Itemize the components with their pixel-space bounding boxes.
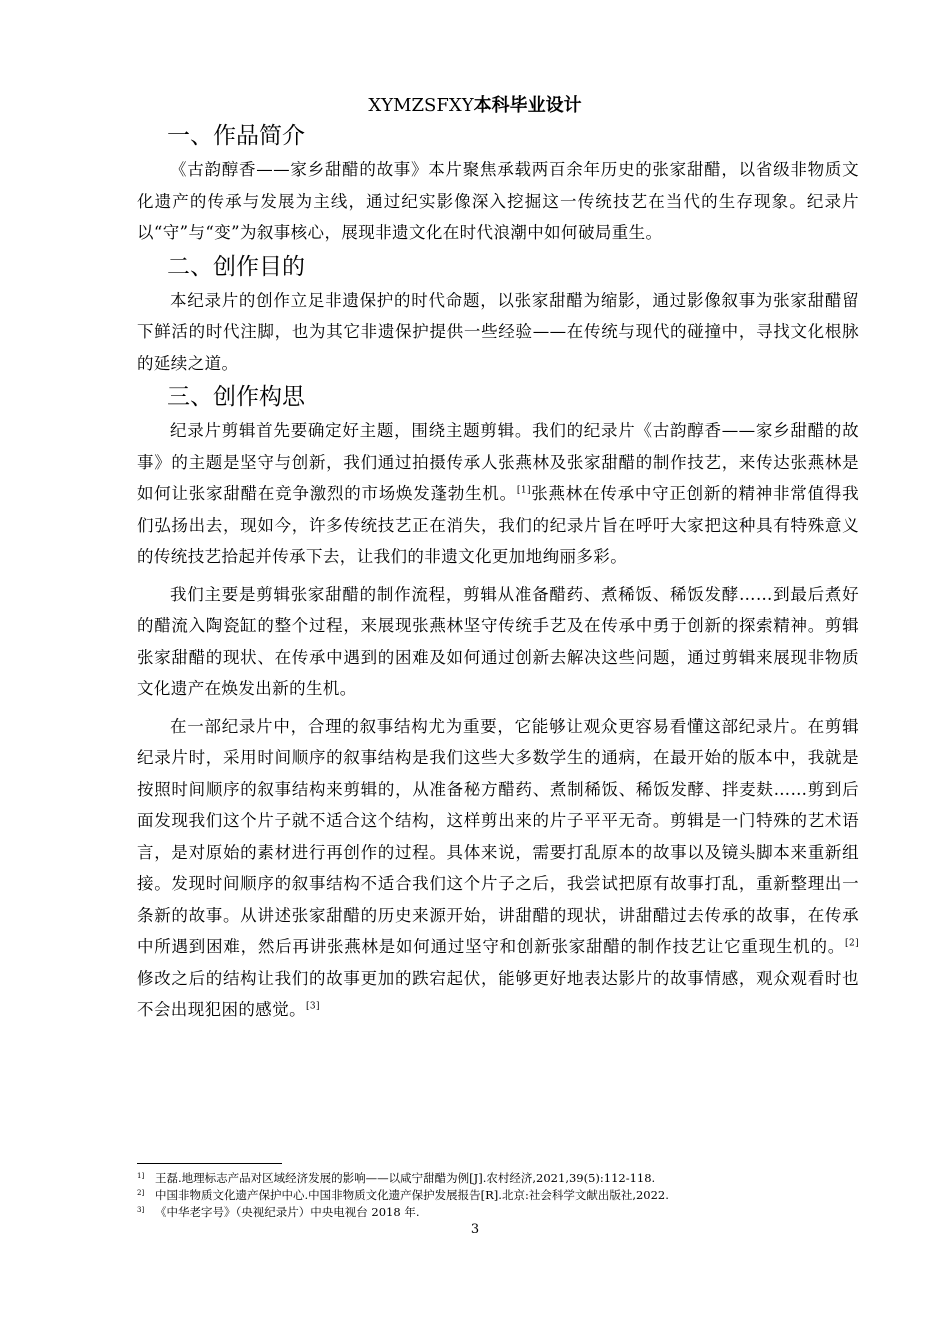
footnote-mark: 3] (137, 1206, 145, 1214)
paragraph-text: 张燕林在传承中守正创新的精神非常值得我们弘扬出去，现如今，许多传统技艺正在消失，我们的纪录片旨在呼吁大家把这种具有特殊意义的传统技艺拾起并传承下去，让我们的非遗文化更加地绚丽多彩。 (137, 484, 859, 566)
header-school-code: XYMZSFXY (368, 95, 474, 116)
footnote-text: 王磊.地理标志产品对区域经济发展的影响——以咸宁甜醋为例[J].农村经济,2021,39(5):112-118. (155, 1171, 656, 1185)
page-header (0, 94, 950, 118)
paragraph-purpose: 本纪录片的创作立足非遗保护的时代命题，以张家甜醋为缩影，通过影像叙事为张家甜醋留下鲜活的时代注脚，也为其它非遗保护提供一些经验——在传统与现代的碰撞中，寻找文化根脉的延续之道。 (137, 290, 859, 373)
section-title-concept: 三、创作构思 (167, 384, 305, 410)
footnote-text: 中国非物质文化遗产保护中心.中国非物质文化遗产保护发展报告[R].北京:社会科学文献出版社,2022. (155, 1188, 669, 1202)
paragraph-text: 纪录片剪辑首先要确定好主题，围绕主题剪辑。我们的纪录片《古韵醇香——家乡甜醋的故事》的主题是坚守与创新，我们通过拍摄传承人张燕林及张家甜醋的制作技艺，来传达张燕林是如何让张家甜醋在竞争激烈的市场焕发蓬勃生机。 (137, 421, 859, 503)
footnote-item (137, 1204, 859, 1221)
citation-ref: [1] (516, 485, 531, 496)
footnote-mark: 1] (137, 1172, 145, 1180)
footnote-text: 《中华老字号》（央视纪录片）中央电视台 2018 年. (155, 1205, 420, 1219)
citation-ref: [3] (306, 1001, 320, 1012)
paragraph-text: 修改之后的结构让我们的故事更加的跌宕起伏，能够更好地表达影片的故事情感，观众观看时也不会出现犯困的感觉。 (137, 968, 859, 1019)
footnote-item (137, 1170, 859, 1187)
page-number: 3 (470, 1222, 480, 1237)
footnotes (137, 1170, 859, 1221)
footnote-separator (137, 1163, 282, 1164)
paragraph-concept-structure (137, 711, 859, 1026)
paragraph-concept-process: 我们主要是剪辑张家甜醋的制作流程，剪辑从准备醋药、煮稀饭、稀饭发酵……到最后煮好的醋流入陶瓷缸的整个过程，来展现张燕林坚守传统手艺及在传承中勇于创新的探索精神。剪辑张家甜醋的现状、在传承中遇到的困难及如何通过创新去解决这些问题，通过剪辑来展现非物质文化遗产在焕发出新的生机。 (137, 584, 859, 698)
paragraph-concept-theme (137, 415, 859, 573)
footnote-mark: 2] (137, 1189, 145, 1197)
citation-ref: [2] (845, 938, 859, 949)
header-title: 本科毕业设计 (473, 95, 582, 116)
section-title-intro: 一、作品简介 (167, 123, 305, 149)
section-title-purpose: 二、创作目的 (167, 253, 305, 280)
paragraph-intro: 《古韵醇香——家乡甜醋的故事》本片聚焦承载两百余年历史的张家甜醋，以省级非物质文化遗产的传承与发展为主线，通过纪实影像深入挖掘这一传统技艺在当代的生存现象。纪录片以“守”与“变”为叙事核心，展现非遗文化在时代浪潮中如何破局重生。 (137, 160, 859, 242)
main-content (137, 118, 859, 1026)
paragraph-text: 在一部纪录片中，合理的叙事结构尤为重要，它能够让观众更容易看懂这部纪录片。在剪辑纪录片时，采用时间顺序的叙事结构是我们这些大多数学生的通病，在最开始的版本中，我就是按照时间顺序的叙事结构来剪辑的，从准备秘方醋药、煮制稀饭、稀饭发酵、拌麦麸……剪到后面发现我们这个片子就不适合这个结构，这样剪出来的片子平平无奇。剪辑是一门特殊的艺术语言，是对原始的素材进行再创作的过程。具体来说，需要打乱原本的故事以及镜头脚本来重新组接。发现时间顺序的叙事结构不适合我们这个片子之后，我尝试把原有故事打乱，重新整理出一条新的故事。从讲述张家甜醋的历史来源开始，讲甜醋的现状，讲甜醋过去传承的故事，在传承中所遇到困难，然后再讲张燕林是如何通过坚守和创新张家甜醋的制作技艺让它重现生机的。 (137, 716, 859, 956)
footnote-item (137, 1187, 859, 1204)
